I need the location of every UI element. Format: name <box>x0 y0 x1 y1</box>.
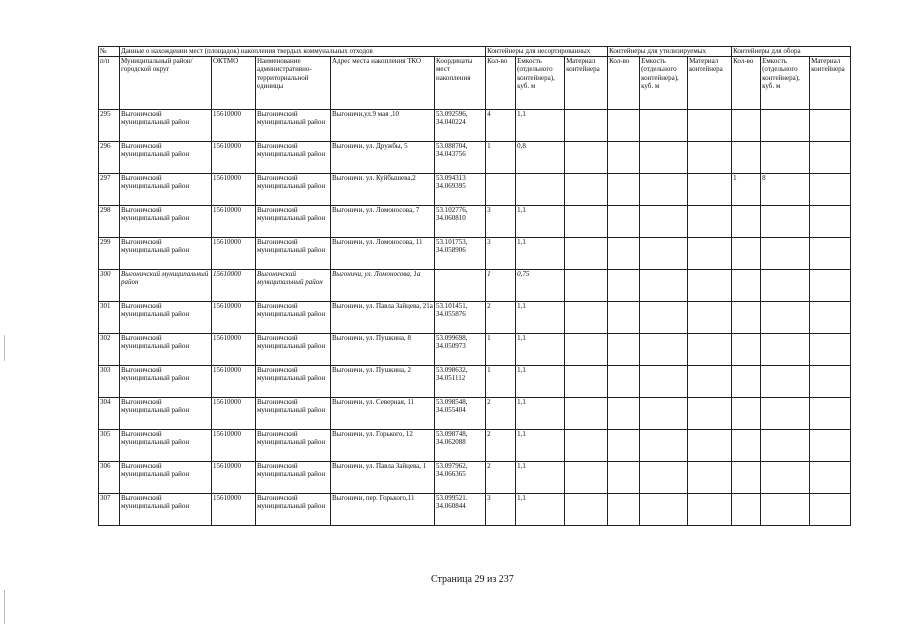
row-district: Выгоничский муниципальный район <box>120 206 212 238</box>
row-territory: Выгоничский муниципальный район <box>256 366 331 398</box>
row-oktmo: 15610000 <box>212 430 256 462</box>
row-coordinates: 53.098748, 34.062088 <box>435 430 486 462</box>
row-address: Выгоничи. ул. Куйбышева,2 <box>331 174 435 206</box>
row-collect-qty <box>732 302 761 334</box>
row-district: Выгоничский муниципальный район <box>120 142 212 174</box>
row-unsorted-qty <box>486 174 516 206</box>
header-num: № <box>99 47 120 57</box>
header-unsorted-group: Контейнеры для несортированных <box>486 47 608 57</box>
row-unsorted-material <box>565 430 608 462</box>
row-territory: Выгоничский муниципальный район <box>256 142 331 174</box>
row-unsorted-material <box>565 494 608 526</box>
row-collect-material <box>810 334 851 366</box>
row-district: Выгоничский муниципальный район <box>120 238 212 270</box>
row-unsorted-capacity: 1,1 <box>516 110 565 142</box>
table-row <box>99 462 851 494</box>
row-collect-material <box>810 462 851 494</box>
row-collect-qty <box>732 430 761 462</box>
row-district: Выгоничский муниципальный район <box>120 494 212 526</box>
row-address: Выгоничи, ул. Павла Зайцева, 1 <box>331 462 435 494</box>
row-collect-material <box>810 174 851 206</box>
table-row <box>99 494 851 526</box>
row-unsorted-capacity: 1,1 <box>516 302 565 334</box>
row-collect-qty <box>732 494 761 526</box>
row-oktmo: 15610000 <box>212 206 256 238</box>
row-unsorted-material <box>565 366 608 398</box>
row-address: Выгоничи, ул. Дружбы, 5 <box>331 142 435 174</box>
row-unsorted-material <box>565 110 608 142</box>
row-unsorted-capacity: 1,1 <box>516 366 565 398</box>
margin-mark <box>4 335 5 361</box>
row-territory: Выгоничский муниципальный район <box>256 270 331 302</box>
row-recycle-capacity <box>640 494 688 526</box>
row-collect-qty <box>732 110 761 142</box>
header-territory: Наименование административно-территориальной единицы <box>256 57 331 110</box>
header-unsorted-capacity: Емкость (отдельного контейнера), куб. м <box>516 57 565 110</box>
row-address: Выгоничи, пер. Горького,11 <box>331 494 435 526</box>
row-collect-qty <box>732 366 761 398</box>
row-territory: Выгоничский муниципальный район <box>256 494 331 526</box>
row-collect-material <box>810 302 851 334</box>
row-number: 305 <box>99 430 120 462</box>
row-collect-capacity <box>761 462 810 494</box>
row-coordinates: 53.092596, 34.040224 <box>435 110 486 142</box>
row-collect-capacity <box>761 366 810 398</box>
row-territory: Выгоничский муниципальный район <box>256 462 331 494</box>
row-address: Выгоничи, ул. Пушкина, 8 <box>331 334 435 366</box>
row-territory: Выгоничский муниципальный район <box>256 334 331 366</box>
row-coordinates: 53.088704, 34.043756 <box>435 142 486 174</box>
row-oktmo: 15610000 <box>212 110 256 142</box>
table-row <box>99 302 851 334</box>
row-recycle-capacity <box>640 142 688 174</box>
row-collect-qty <box>732 206 761 238</box>
row-collect-qty <box>732 334 761 366</box>
row-coordinates: 53.101451, 34.055876 <box>435 302 486 334</box>
header-coords: Координаты мест накопления <box>435 57 486 110</box>
row-coordinates: 53.102776, 34.060810 <box>435 206 486 238</box>
row-oktmo: 15610000 <box>212 238 256 270</box>
row-number: 304 <box>99 398 120 430</box>
row-unsorted-capacity: 1,1 <box>516 334 565 366</box>
row-recycle-qty <box>608 494 640 526</box>
row-address: Выгоничи, ул. Павла Зайцева, 21а <box>331 302 435 334</box>
row-unsorted-material <box>565 238 608 270</box>
row-collect-material <box>810 206 851 238</box>
row-district: Выгоничский муниципальный район <box>120 366 212 398</box>
header-recycle-qty: Кол-во <box>608 57 640 110</box>
row-unsorted-material <box>565 302 608 334</box>
row-territory: Выгоничский муниципальный район <box>256 206 331 238</box>
header-collect-group: Контейнеры для обора <box>732 47 851 57</box>
row-oktmo: 15610000 <box>212 398 256 430</box>
row-oktmo: 15610000 <box>212 174 256 206</box>
row-unsorted-material <box>565 398 608 430</box>
row-recycle-material <box>688 110 732 142</box>
row-number: 299 <box>99 238 120 270</box>
header-num-sub: п/п <box>99 57 120 110</box>
row-collect-capacity <box>761 302 810 334</box>
header-collect-capacity: Емкость (отдельного контейнера), куб. м <box>761 57 810 110</box>
row-address: Выгоничи, ул. Северная, 11 <box>331 398 435 430</box>
row-recycle-material <box>688 462 732 494</box>
row-recycle-capacity <box>640 302 688 334</box>
row-recycle-qty <box>608 142 640 174</box>
row-unsorted-material <box>565 462 608 494</box>
table-row <box>99 398 851 430</box>
row-recycle-qty <box>608 462 640 494</box>
row-address: Выгоничи, ул. Ломоносова, 11 <box>331 238 435 270</box>
row-address: Выгоничи, ул. Горького, 12 <box>331 430 435 462</box>
row-unsorted-qty: 3 <box>486 238 516 270</box>
row-collect-qty <box>732 398 761 430</box>
row-recycle-material <box>688 366 732 398</box>
row-unsorted-capacity: 1,1 <box>516 206 565 238</box>
row-recycle-material <box>688 398 732 430</box>
header-address: Адрес места накопления ТКО <box>331 57 435 110</box>
row-unsorted-qty: 1 <box>486 142 516 174</box>
table-row <box>99 110 851 142</box>
row-recycle-material <box>688 430 732 462</box>
row-address: Выгоничи, ул. Ломоносова, 1а <box>331 270 435 302</box>
row-coordinates: 53.099698, 34.050973 <box>435 334 486 366</box>
row-number: 307 <box>99 494 120 526</box>
row-recycle-qty <box>608 398 640 430</box>
row-recycle-qty <box>608 174 640 206</box>
row-district: Выгоничский муниципальный район <box>120 430 212 462</box>
row-district: Выгоничский муниципальный район <box>120 302 212 334</box>
row-district: Выгоничский муниципальный район <box>120 334 212 366</box>
row-collect-material <box>810 366 851 398</box>
row-address: Выгоничи,ул.9 мая ,10 <box>331 110 435 142</box>
row-address: Выгоничи, ул. Пушкина, 2 <box>331 366 435 398</box>
row-unsorted-qty: 1 <box>486 334 516 366</box>
row-collect-material <box>810 142 851 174</box>
row-recycle-material <box>688 270 732 302</box>
row-collect-capacity <box>761 110 810 142</box>
row-oktmo: 15610000 <box>212 334 256 366</box>
row-collect-capacity <box>761 334 810 366</box>
row-collect-material <box>810 430 851 462</box>
row-recycle-qty <box>608 110 640 142</box>
header-collect-qty: Кол-во <box>732 57 761 110</box>
row-unsorted-qty: 3 <box>486 206 516 238</box>
row-recycle-qty <box>608 206 640 238</box>
header-recycle-material: Материал контейнера <box>688 57 732 110</box>
row-coordinates: 53.101753, 34.058906 <box>435 238 486 270</box>
row-collect-capacity <box>761 206 810 238</box>
row-district: Выгоничский муниципальный район <box>120 270 212 302</box>
row-recycle-qty <box>608 366 640 398</box>
row-collect-capacity <box>761 398 810 430</box>
row-territory: Выгоничский муниципальный район <box>256 174 331 206</box>
row-unsorted-capacity: 0,8 <box>516 142 565 174</box>
header-recycle-group: Контейнеры для утилизируемых <box>608 47 732 57</box>
row-collect-capacity <box>761 270 810 302</box>
row-unsorted-capacity: 1,1 <box>516 398 565 430</box>
row-recycle-material <box>688 238 732 270</box>
row-recycle-material <box>688 494 732 526</box>
row-oktmo: 15610000 <box>212 302 256 334</box>
table-row <box>99 270 851 302</box>
table-row <box>99 206 851 238</box>
row-recycle-material <box>688 302 732 334</box>
row-number: 303 <box>99 366 120 398</box>
row-collect-capacity <box>761 494 810 526</box>
row-recycle-capacity <box>640 238 688 270</box>
row-unsorted-material <box>565 270 608 302</box>
row-recycle-qty <box>608 430 640 462</box>
table-row <box>99 430 851 462</box>
table-row <box>99 238 851 270</box>
row-recycle-material <box>688 334 732 366</box>
header-oktmo: ОКТМО <box>212 57 256 110</box>
row-collect-qty <box>732 238 761 270</box>
row-unsorted-material <box>565 174 608 206</box>
row-district: Выгоничский муниципальный район <box>120 398 212 430</box>
row-territory: Выгоничский муниципальный район <box>256 302 331 334</box>
row-number: 306 <box>99 462 120 494</box>
row-unsorted-qty: 2 <box>486 302 516 334</box>
header-recycle-capacity: Емкость (отдельного контейнера), куб. м <box>640 57 688 110</box>
row-collect-capacity <box>761 238 810 270</box>
row-territory: Выгоничский муниципальный район <box>256 430 331 462</box>
row-unsorted-qty: 2 <box>486 430 516 462</box>
header-row-top <box>99 47 851 57</box>
row-number: 298 <box>99 206 120 238</box>
row-recycle-capacity <box>640 206 688 238</box>
row-recycle-qty <box>608 334 640 366</box>
row-collect-material <box>810 270 851 302</box>
table-row <box>99 334 851 366</box>
row-territory: Выгоничский муниципальный район <box>256 110 331 142</box>
row-recycle-capacity <box>640 270 688 302</box>
row-recycle-capacity <box>640 334 688 366</box>
row-oktmo: 15610000 <box>212 494 256 526</box>
row-collect-capacity <box>761 142 810 174</box>
row-unsorted-capacity: 1,1 <box>516 238 565 270</box>
row-unsorted-material <box>565 206 608 238</box>
row-unsorted-capacity: 1,1 <box>516 430 565 462</box>
row-collect-material <box>810 398 851 430</box>
row-unsorted-qty: 2 <box>486 462 516 494</box>
row-collect-qty <box>732 270 761 302</box>
row-unsorted-capacity <box>516 174 565 206</box>
row-unsorted-capacity: 0,75 <box>516 270 565 302</box>
row-unsorted-qty: 4 <box>486 110 516 142</box>
row-recycle-capacity <box>640 398 688 430</box>
row-coordinates: 53.097962, 34.066365 <box>435 462 486 494</box>
table-row <box>99 142 851 174</box>
row-recycle-capacity <box>640 110 688 142</box>
row-number: 302 <box>99 334 120 366</box>
row-collect-qty <box>732 142 761 174</box>
table-row <box>99 174 851 206</box>
row-recycle-material <box>688 206 732 238</box>
row-unsorted-qty: 1 <box>486 270 516 302</box>
row-address: Выгоничи, ул. Ломоносова, 7 <box>331 206 435 238</box>
row-recycle-qty <box>608 270 640 302</box>
row-unsorted-material <box>565 334 608 366</box>
row-oktmo: 15610000 <box>212 366 256 398</box>
row-coordinates <box>435 270 486 302</box>
row-recycle-material <box>688 142 732 174</box>
row-recycle-capacity <box>640 366 688 398</box>
header-unsorted-qty: Кол-во <box>486 57 516 110</box>
row-district: Выгоничский муниципальный район <box>120 462 212 494</box>
row-collect-qty: 1 <box>732 174 761 206</box>
row-coordinates: 53.099521. 34.060844 <box>435 494 486 526</box>
row-recycle-capacity <box>640 462 688 494</box>
row-recycle-qty <box>608 302 640 334</box>
row-number: 300 <box>99 270 120 302</box>
row-collect-material <box>810 238 851 270</box>
waste-sites-table <box>98 46 851 526</box>
row-coordinates: 53.094313 34.069395 <box>435 174 486 206</box>
row-collect-capacity: 8 <box>761 174 810 206</box>
row-oktmo: 15610000 <box>212 142 256 174</box>
row-number: 295 <box>99 110 120 142</box>
row-oktmo: 15610000 <box>212 270 256 302</box>
header-location-group: Данные о нахождении мест (площадок) накопления твердых коммунальных отходов <box>120 47 486 57</box>
row-territory: Выгоничский муниципальный район <box>256 238 331 270</box>
header-row-sub <box>99 57 851 110</box>
row-territory: Выгоничский муниципальный район <box>256 398 331 430</box>
row-collect-material <box>810 494 851 526</box>
row-unsorted-capacity: 1,1 <box>516 462 565 494</box>
row-number: 297 <box>99 174 120 206</box>
row-recycle-capacity <box>640 430 688 462</box>
row-unsorted-qty: 2 <box>486 398 516 430</box>
table-body <box>99 110 851 526</box>
header-unsorted-material: Материал контейнера <box>565 57 608 110</box>
table-row <box>99 366 851 398</box>
margin-mark <box>4 590 5 624</box>
row-collect-capacity <box>761 430 810 462</box>
row-recycle-qty <box>608 238 640 270</box>
row-unsorted-qty: 3 <box>486 494 516 526</box>
row-recycle-material <box>688 174 732 206</box>
row-district: Выгоничский муниципальный район <box>120 174 212 206</box>
row-number: 301 <box>99 302 120 334</box>
row-coordinates: 53.098548, 34.055404 <box>435 398 486 430</box>
row-oktmo: 15610000 <box>212 462 256 494</box>
row-unsorted-capacity: 1,1 <box>516 494 565 526</box>
row-number: 296 <box>99 142 120 174</box>
page-number: Страница 29 из 237 <box>431 574 514 585</box>
header-collect-material: Материал контейнера <box>810 57 851 110</box>
row-unsorted-material <box>565 142 608 174</box>
row-collect-qty <box>732 462 761 494</box>
row-district: Выгоничский муниципальный район <box>120 110 212 142</box>
row-unsorted-qty: 1 <box>486 366 516 398</box>
row-recycle-capacity <box>640 174 688 206</box>
row-coordinates: 53.098632, 34.051112 <box>435 366 486 398</box>
row-collect-material <box>810 110 851 142</box>
header-district: Муниципальный район/городской округ <box>120 57 212 110</box>
